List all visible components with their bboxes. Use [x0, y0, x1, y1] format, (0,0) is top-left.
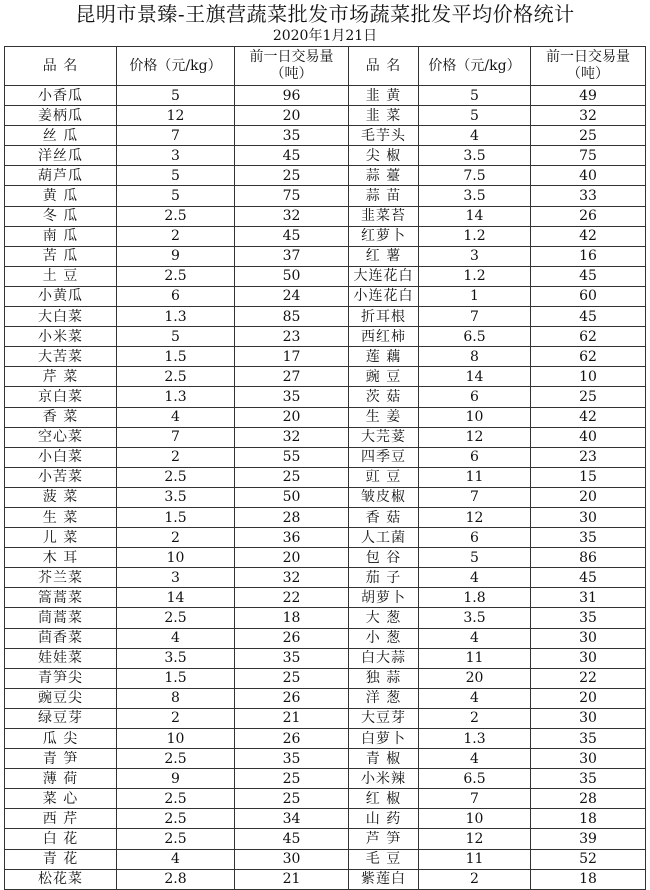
- cell-right-name: 豌 豆: [349, 367, 419, 387]
- cell-right-price: 11: [419, 648, 531, 668]
- cell-left-volume: 30: [235, 849, 349, 869]
- cell-right-price: 1: [419, 286, 531, 306]
- cell-left-volume: 26: [235, 729, 349, 749]
- cell-left-volume: 35: [235, 749, 349, 769]
- cell-right-price: 1.2: [419, 266, 531, 286]
- table-row: [5, 548, 646, 568]
- cell-left-price: 7: [117, 126, 235, 146]
- cell-left-price: 10: [117, 548, 235, 568]
- cell-left-volume: 28: [235, 507, 349, 527]
- table-row: [5, 809, 646, 829]
- cell-left-name: 小香瓜: [5, 86, 117, 106]
- table-row: [5, 146, 646, 166]
- cell-left-volume: 32: [235, 427, 349, 447]
- cell-left-price: 2: [117, 708, 235, 728]
- cell-right-volume: 62: [531, 347, 646, 367]
- cell-right-name: 折耳根: [349, 307, 419, 327]
- cell-left-name: 葫芦瓜: [5, 166, 117, 186]
- cell-left-name: 娃娃菜: [5, 648, 117, 668]
- cell-left-name: 篙蒿菜: [5, 588, 117, 608]
- cell-right-price: 5: [419, 548, 531, 568]
- cell-left-name: 香 菜: [5, 407, 117, 427]
- cell-left-price: 8: [117, 688, 235, 708]
- cell-right-name: 红 薯: [349, 246, 419, 266]
- header-price-right: 价格（元/kg）: [419, 47, 531, 86]
- table-row: [5, 266, 646, 286]
- cell-right-volume: 22: [531, 668, 646, 688]
- cell-right-volume: 23: [531, 447, 646, 467]
- cell-right-name: 豇 豆: [349, 467, 419, 487]
- cell-right-volume: 49: [531, 86, 646, 106]
- cell-left-price: 4: [117, 849, 235, 869]
- cell-right-name: 四季豆: [349, 447, 419, 467]
- cell-right-price: 7: [419, 307, 531, 327]
- cell-right-volume: 60: [531, 286, 646, 306]
- cell-left-name: 儿 菜: [5, 528, 117, 548]
- cell-left-volume: 20: [235, 407, 349, 427]
- cell-left-price: 7: [117, 427, 235, 447]
- table-row: [5, 487, 646, 507]
- cell-right-price: 14: [419, 206, 531, 226]
- cell-right-price: 3.5: [419, 186, 531, 206]
- cell-right-volume: 25: [531, 126, 646, 146]
- cell-left-price: 10: [117, 729, 235, 749]
- table-row: [5, 789, 646, 809]
- cell-left-volume: 45: [235, 146, 349, 166]
- cell-left-volume: 21: [235, 869, 349, 889]
- cell-right-volume: 18: [531, 869, 646, 889]
- cell-left-volume: 26: [235, 688, 349, 708]
- cell-right-volume: 39: [531, 829, 646, 849]
- cell-right-name: 茨 菇: [349, 387, 419, 407]
- cell-left-volume: 45: [235, 829, 349, 849]
- table-row: [5, 126, 646, 146]
- cell-right-price: 14: [419, 367, 531, 387]
- cell-left-price: 2.8: [117, 869, 235, 889]
- cell-left-volume: 22: [235, 588, 349, 608]
- cell-left-volume: 34: [235, 809, 349, 829]
- cell-right-price: 4: [419, 126, 531, 146]
- cell-right-volume: 10: [531, 367, 646, 387]
- header-volume-line2: （吨）: [270, 66, 313, 82]
- page-title: 昆明市景臻-王旗营蔬菜批发市场蔬菜批发平均价格统计: [75, 2, 575, 26]
- cell-left-volume: 27: [235, 367, 349, 387]
- cell-left-volume: 20: [235, 548, 349, 568]
- table-row: [5, 708, 646, 728]
- cell-right-price: 4: [419, 568, 531, 588]
- cell-right-name: 大 葱: [349, 608, 419, 628]
- cell-right-volume: 20: [531, 487, 646, 507]
- cell-right-volume: 45: [531, 568, 646, 588]
- cell-right-price: 5: [419, 106, 531, 126]
- cell-left-price: 1.5: [117, 507, 235, 527]
- cell-right-volume: 16: [531, 246, 646, 266]
- cell-right-volume: 30: [531, 507, 646, 527]
- table-row: [5, 467, 646, 487]
- cell-right-name: 毛芋头: [349, 126, 419, 146]
- cell-left-volume: 23: [235, 327, 349, 347]
- cell-right-price: 11: [419, 849, 531, 869]
- cell-left-name: 瓜 尖: [5, 729, 117, 749]
- cell-left-price: 2.5: [117, 749, 235, 769]
- cell-right-price: 12: [419, 427, 531, 447]
- cell-right-volume: 30: [531, 648, 646, 668]
- cell-left-name: 青笋尖: [5, 668, 117, 688]
- cell-left-name: 大白菜: [5, 307, 117, 327]
- cell-right-price: 12: [419, 507, 531, 527]
- cell-left-volume: 32: [235, 568, 349, 588]
- cell-right-price: 2: [419, 708, 531, 728]
- table-body: [5, 86, 646, 890]
- cell-left-name: 茴香菜: [5, 628, 117, 648]
- cell-right-volume: 40: [531, 166, 646, 186]
- header-volume-line1: 前一日交易量: [546, 49, 630, 65]
- cell-left-volume: 25: [235, 467, 349, 487]
- table-row: [5, 166, 646, 186]
- cell-right-name: 大芫荽: [349, 427, 419, 447]
- cell-left-price: 2: [117, 528, 235, 548]
- cell-right-price: 10: [419, 407, 531, 427]
- cell-left-volume: 26: [235, 628, 349, 648]
- table-row: [5, 186, 646, 206]
- cell-left-name: 绿豆芽: [5, 708, 117, 728]
- cell-left-volume: 21: [235, 708, 349, 728]
- cell-left-price: 2.5: [117, 608, 235, 628]
- cell-right-name: 大连花白: [349, 266, 419, 286]
- cell-right-name: 毛 豆: [349, 849, 419, 869]
- cell-right-volume: 42: [531, 407, 646, 427]
- cell-left-price: 2.5: [117, 809, 235, 829]
- table-row: [5, 608, 646, 628]
- cell-left-price: 2: [117, 226, 235, 246]
- cell-right-name: 小米辣: [349, 769, 419, 789]
- cell-right-name: 大豆芽: [349, 708, 419, 728]
- cell-right-name: 茄 子: [349, 568, 419, 588]
- table-row: [5, 668, 646, 688]
- cell-left-price: 4: [117, 628, 235, 648]
- cell-right-volume: 42: [531, 226, 646, 246]
- cell-right-volume: 31: [531, 588, 646, 608]
- cell-right-volume: 35: [531, 729, 646, 749]
- cell-right-price: 3.5: [419, 608, 531, 628]
- cell-right-price: 7.5: [419, 166, 531, 186]
- cell-left-name: 南 瓜: [5, 226, 117, 246]
- cell-left-volume: 75: [235, 186, 349, 206]
- cell-right-name: 红萝卜: [349, 226, 419, 246]
- cell-left-name: 西 芹: [5, 809, 117, 829]
- table-row: [5, 347, 646, 367]
- cell-right-volume: 25: [531, 387, 646, 407]
- cell-right-price: 10: [419, 809, 531, 829]
- table-row: [5, 327, 646, 347]
- cell-right-price: 6: [419, 528, 531, 548]
- cell-left-price: 5: [117, 186, 235, 206]
- cell-right-name: 胡萝卜: [349, 588, 419, 608]
- cell-right-name: 韭 黄: [349, 86, 419, 106]
- cell-left-name: 菜 心: [5, 789, 117, 809]
- cell-left-volume: 50: [235, 487, 349, 507]
- cell-right-name: 蒜 苗: [349, 186, 419, 206]
- cell-left-price: 12: [117, 106, 235, 126]
- cell-right-volume: 18: [531, 809, 646, 829]
- cell-right-price: 8: [419, 347, 531, 367]
- cell-left-name: 京白菜: [5, 387, 117, 407]
- cell-right-volume: 35: [531, 769, 646, 789]
- cell-right-name: 小 葱: [349, 628, 419, 648]
- cell-right-volume: 30: [531, 628, 646, 648]
- cell-left-name: 白 花: [5, 829, 117, 849]
- cell-right-price: 3.5: [419, 146, 531, 166]
- cell-left-name: 洋丝瓜: [5, 146, 117, 166]
- cell-left-name: 木 耳: [5, 548, 117, 568]
- cell-right-name: 山 药: [349, 809, 419, 829]
- cell-right-price: 5: [419, 86, 531, 106]
- cell-left-price: 1.5: [117, 347, 235, 367]
- table-row: [5, 427, 646, 447]
- cell-left-volume: 24: [235, 286, 349, 306]
- table-header-row: [5, 47, 646, 86]
- cell-left-name: 茼蒿菜: [5, 608, 117, 628]
- cell-right-price: 1.2: [419, 226, 531, 246]
- table-row: [5, 869, 646, 889]
- table-row: [5, 447, 646, 467]
- table-row: [5, 246, 646, 266]
- cell-left-price: 14: [117, 588, 235, 608]
- table-row: [5, 86, 646, 106]
- cell-right-name: 蒜 薹: [349, 166, 419, 186]
- cell-right-volume: 40: [531, 427, 646, 447]
- cell-left-name: 苦 瓜: [5, 246, 117, 266]
- cell-left-price: 3: [117, 146, 235, 166]
- cell-right-volume: 86: [531, 548, 646, 568]
- cell-left-price: 5: [117, 327, 235, 347]
- header-volume-left: [235, 47, 349, 86]
- cell-right-price: 1.3: [419, 729, 531, 749]
- price-table: [4, 46, 646, 890]
- cell-left-price: 1.3: [117, 307, 235, 327]
- cell-right-price: 4: [419, 628, 531, 648]
- cell-left-name: 菠 菜: [5, 487, 117, 507]
- cell-left-name: 芹 菜: [5, 367, 117, 387]
- cell-left-name: 丝 瓜: [5, 126, 117, 146]
- cell-right-price: 6.5: [419, 769, 531, 789]
- cell-right-price: 12: [419, 829, 531, 849]
- cell-left-volume: 35: [235, 648, 349, 668]
- cell-right-volume: 28: [531, 789, 646, 809]
- cell-right-price: 6: [419, 447, 531, 467]
- cell-left-name: 冬 瓜: [5, 206, 117, 226]
- header-volume-line2: （吨）: [567, 66, 609, 82]
- table-row: [5, 367, 646, 387]
- cell-right-price: 4: [419, 749, 531, 769]
- cell-left-price: 1.5: [117, 668, 235, 688]
- cell-right-name: 韭菜苔: [349, 206, 419, 226]
- cell-right-volume: 35: [531, 528, 646, 548]
- table-row: [5, 106, 646, 126]
- table-row: [5, 387, 646, 407]
- cell-left-volume: 25: [235, 166, 349, 186]
- cell-right-volume: 62: [531, 327, 646, 347]
- cell-left-volume: 25: [235, 668, 349, 688]
- table-row: [5, 568, 646, 588]
- cell-right-volume: 33: [531, 186, 646, 206]
- table-row: [5, 206, 646, 226]
- table-row: [5, 729, 646, 749]
- header-volume-line1: 前一日交易量: [249, 49, 334, 65]
- table-row: [5, 507, 646, 527]
- cell-right-name: 包 谷: [349, 548, 419, 568]
- cell-left-volume: 50: [235, 266, 349, 286]
- table-row: [5, 648, 646, 668]
- cell-right-name: 白大蒜: [349, 648, 419, 668]
- cell-left-price: 4: [117, 407, 235, 427]
- table-row: [5, 407, 646, 427]
- cell-right-volume: 30: [531, 749, 646, 769]
- cell-left-price: 5: [117, 86, 235, 106]
- cell-right-price: 7: [419, 487, 531, 507]
- cell-right-volume: 35: [531, 608, 646, 628]
- cell-left-volume: 18: [235, 608, 349, 628]
- cell-left-price: 2.5: [117, 367, 235, 387]
- cell-left-name: 小米菜: [5, 327, 117, 347]
- cell-left-name: 芥兰菜: [5, 568, 117, 588]
- cell-left-price: 3.5: [117, 487, 235, 507]
- cell-left-price: 6: [117, 286, 235, 306]
- cell-left-volume: 45: [235, 226, 349, 246]
- table-row: [5, 628, 646, 648]
- table-row: [5, 588, 646, 608]
- cell-right-name: 尖 椒: [349, 146, 419, 166]
- cell-left-price: 2: [117, 447, 235, 467]
- cell-left-price: 9: [117, 246, 235, 266]
- cell-right-volume: 75: [531, 146, 646, 166]
- cell-left-name: 松花菜: [5, 869, 117, 889]
- cell-right-volume: 15: [531, 467, 646, 487]
- cell-right-price: 4: [419, 688, 531, 708]
- cell-left-name: 黄 瓜: [5, 186, 117, 206]
- cell-right-name: 芦 笋: [349, 829, 419, 849]
- cell-left-name: 小白菜: [5, 447, 117, 467]
- cell-left-name: 生 菜: [5, 507, 117, 527]
- cell-right-volume: 45: [531, 266, 646, 286]
- cell-right-name: 西红柿: [349, 327, 419, 347]
- table-row: [5, 688, 646, 708]
- cell-left-volume: 35: [235, 126, 349, 146]
- cell-left-price: 3.5: [117, 648, 235, 668]
- cell-left-name: 姜柄瓜: [5, 106, 117, 126]
- cell-left-volume: 35: [235, 387, 349, 407]
- cell-right-name: 莲 藕: [349, 347, 419, 367]
- cell-left-volume: 55: [235, 447, 349, 467]
- cell-right-volume: 45: [531, 307, 646, 327]
- cell-right-name: 生 姜: [349, 407, 419, 427]
- table-row: [5, 849, 646, 869]
- cell-right-name: 红 椒: [349, 789, 419, 809]
- cell-right-volume: 30: [531, 708, 646, 728]
- cell-right-volume: 52: [531, 849, 646, 869]
- cell-right-volume: 26: [531, 206, 646, 226]
- cell-left-name: 青 笋: [5, 749, 117, 769]
- cell-left-volume: 96: [235, 86, 349, 106]
- cell-left-name: 土 豆: [5, 266, 117, 286]
- cell-left-price: 2.5: [117, 266, 235, 286]
- cell-right-price: 6: [419, 387, 531, 407]
- table-row: [5, 769, 646, 789]
- cell-left-volume: 25: [235, 769, 349, 789]
- cell-right-name: 洋 葱: [349, 688, 419, 708]
- cell-left-price: 5: [117, 166, 235, 186]
- cell-left-name: 薄 荷: [5, 769, 117, 789]
- cell-right-price: 2: [419, 869, 531, 889]
- cell-left-price: 1.3: [117, 387, 235, 407]
- cell-right-price: 7: [419, 789, 531, 809]
- cell-right-price: 6.5: [419, 327, 531, 347]
- header-volume-right: [531, 47, 646, 86]
- cell-right-name: 韭 菜: [349, 106, 419, 126]
- cell-left-price: 2.5: [117, 829, 235, 849]
- cell-left-name: 小黄瓜: [5, 286, 117, 306]
- cell-left-price: 2.5: [117, 789, 235, 809]
- table-row: [5, 286, 646, 306]
- cell-left-name: 青 花: [5, 849, 117, 869]
- cell-right-name: 皱皮椒: [349, 487, 419, 507]
- cell-left-volume: 37: [235, 246, 349, 266]
- report-date: 2020年1月21日: [272, 28, 378, 44]
- cell-left-name: 空心菜: [5, 427, 117, 447]
- cell-left-name: 小苦菜: [5, 467, 117, 487]
- cell-right-name: 白萝卜: [349, 729, 419, 749]
- cell-left-price: 2.5: [117, 206, 235, 226]
- table-row: [5, 307, 646, 327]
- cell-right-price: 1.8: [419, 588, 531, 608]
- cell-left-price: 3: [117, 568, 235, 588]
- cell-right-name: 人工菌: [349, 528, 419, 548]
- cell-right-name: 紫莲白: [349, 869, 419, 889]
- cell-left-volume: 85: [235, 307, 349, 327]
- cell-left-volume: 25: [235, 789, 349, 809]
- cell-right-price: 11: [419, 467, 531, 487]
- cell-left-price: 9: [117, 769, 235, 789]
- cell-left-name: 大苦菜: [5, 347, 117, 367]
- cell-left-volume: 32: [235, 206, 349, 226]
- cell-right-volume: 20: [531, 688, 646, 708]
- cell-right-name: 小连花白: [349, 286, 419, 306]
- cell-right-price: 20: [419, 668, 531, 688]
- cell-right-name: 独 蒜: [349, 668, 419, 688]
- cell-left-price: 2.5: [117, 467, 235, 487]
- table-row: [5, 749, 646, 769]
- header-name-right: 品 名: [349, 47, 419, 86]
- cell-right-price: 3: [419, 246, 531, 266]
- cell-left-name: 豌豆尖: [5, 688, 117, 708]
- header-price-left: 价格（元/kg）: [117, 47, 235, 86]
- cell-right-volume: 32: [531, 106, 646, 126]
- cell-right-name: 香 菇: [349, 507, 419, 527]
- table-row: [5, 226, 646, 246]
- table-row: [5, 528, 646, 548]
- table-row: [5, 829, 646, 849]
- cell-left-volume: 17: [235, 347, 349, 367]
- header-name-left: 品 名: [5, 47, 117, 86]
- cell-left-volume: 36: [235, 528, 349, 548]
- cell-left-volume: 20: [235, 106, 349, 126]
- cell-right-name: 青 椒: [349, 749, 419, 769]
